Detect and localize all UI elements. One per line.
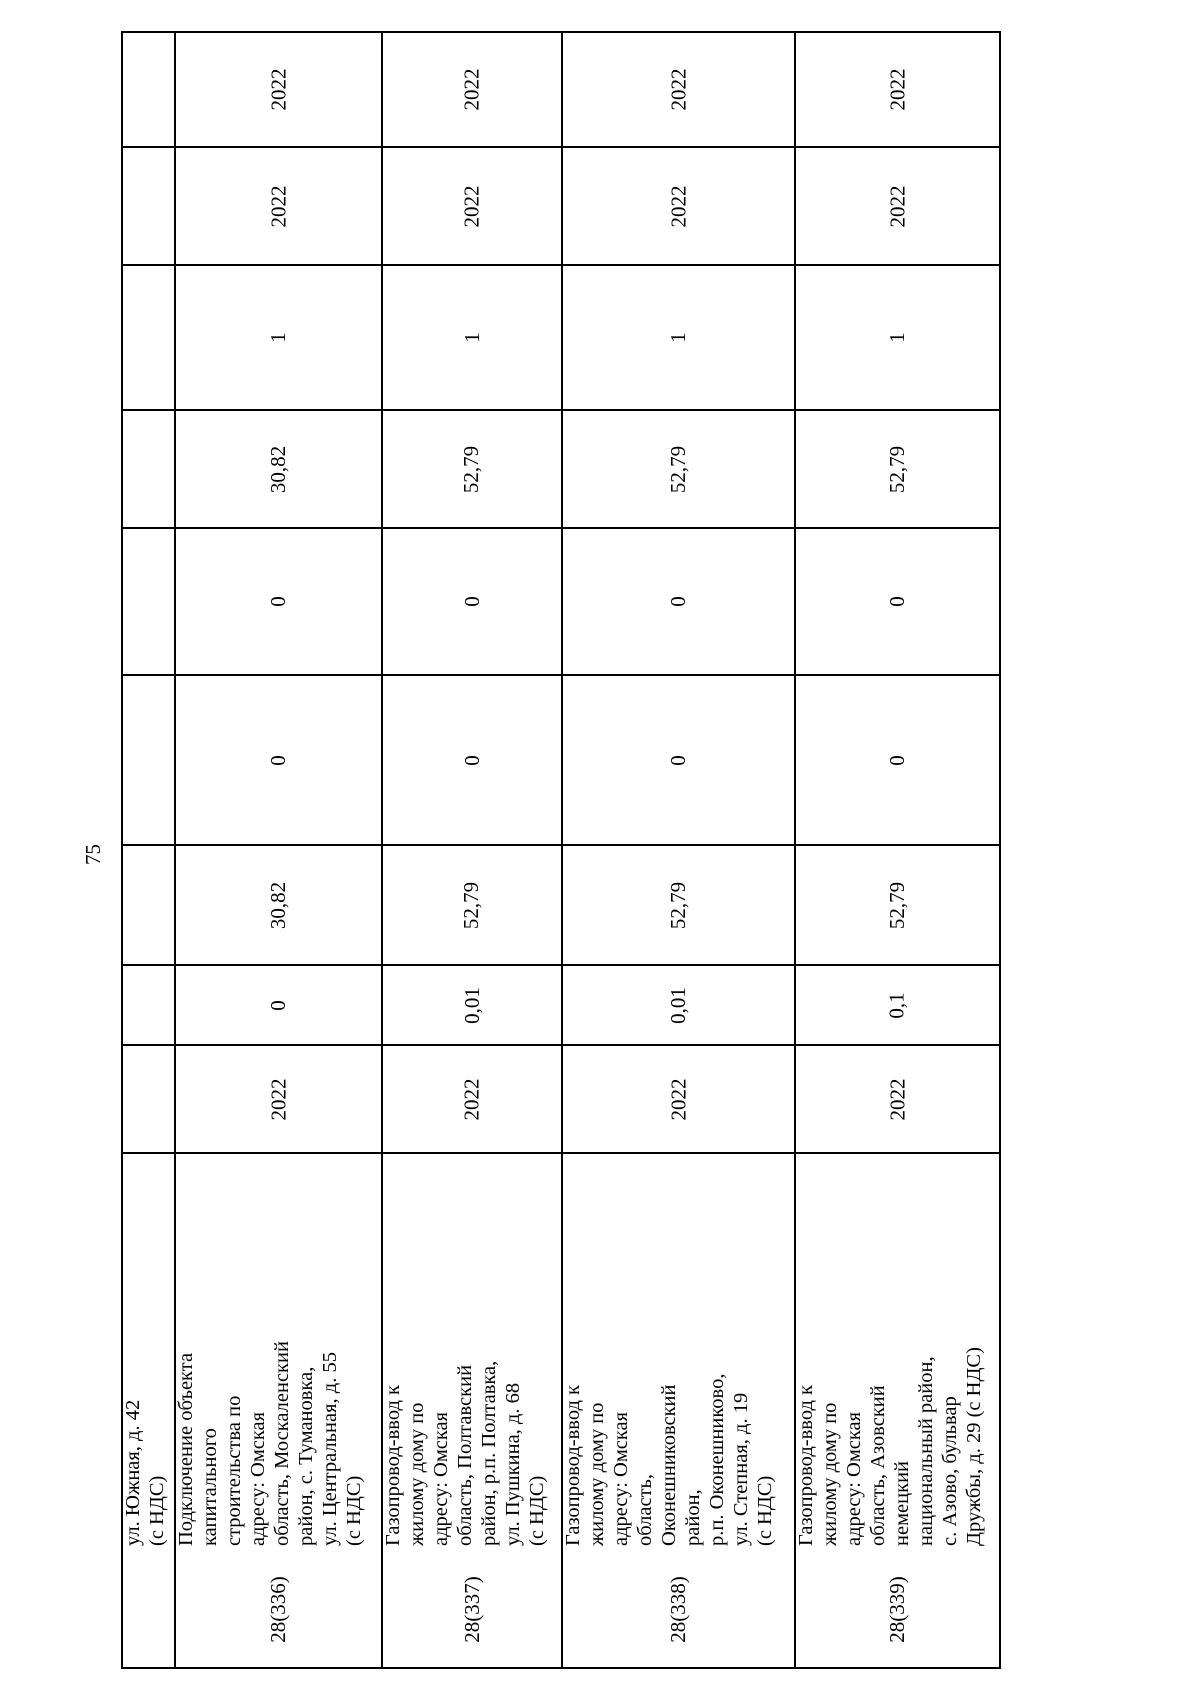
table-cell-text: 52,79	[459, 445, 484, 493]
table-cell-text: 1	[666, 332, 690, 343]
table-cell	[795, 965, 1000, 1045]
table-cell	[795, 32, 1000, 147]
table-cell-text: 0,01	[666, 986, 690, 1024]
table-cell-text: 1	[266, 332, 290, 343]
row-number-text: 28(337)	[459, 1575, 484, 1643]
table-cell	[382, 32, 562, 147]
address-continuation	[122, 1153, 175, 1550]
table-cell	[795, 1045, 1000, 1153]
table-cell-text: 1	[885, 332, 909, 343]
table-cell	[562, 147, 795, 265]
table-cell-text: 2022	[459, 1078, 484, 1120]
table-cell-text: 2022	[266, 185, 290, 227]
row-number	[382, 1550, 562, 1668]
row-number	[175, 1550, 382, 1668]
table-cell	[175, 147, 382, 265]
table-cell	[382, 845, 562, 965]
table-cell	[382, 410, 562, 528]
table-cell-text: 0	[266, 596, 290, 607]
table-cell-text: 0	[459, 754, 484, 766]
table-cell-text: 2022	[666, 1078, 690, 1120]
table-cell-text: 52,79	[885, 881, 909, 929]
table-cell	[795, 675, 1000, 845]
table-cell-text: 0	[885, 754, 909, 766]
table-cell	[795, 410, 1000, 528]
table-cell	[382, 675, 562, 845]
row-number-text: 28(339)	[885, 1575, 909, 1643]
table-cell	[562, 410, 795, 528]
table-cell-text: 52,79	[666, 881, 690, 929]
table-cell	[175, 265, 382, 410]
table-cell	[175, 410, 382, 528]
table-cell	[562, 265, 795, 410]
address-continuation-text: ул. Южная, д. 42 (с НДС)	[122, 1399, 168, 1546]
table-cell	[382, 265, 562, 410]
table-cell	[562, 845, 795, 965]
table-cell-text: 2022	[885, 185, 909, 227]
table-cell-text: 30,82	[266, 881, 290, 929]
table-cell	[562, 528, 795, 675]
row-number	[795, 1550, 1000, 1668]
table-cell	[562, 32, 795, 147]
table-cell	[562, 675, 795, 845]
table-cell	[382, 528, 562, 675]
table-cell-text: 52,79	[666, 445, 690, 493]
address-cell	[795, 1153, 1000, 1550]
address-cell	[382, 1153, 562, 1550]
table-cell-text: 2022	[266, 68, 290, 111]
table-cell-text: 2022	[885, 68, 909, 111]
table-cell	[175, 1045, 382, 1153]
table-cell	[382, 1045, 562, 1153]
table-cell	[562, 965, 795, 1045]
table-cell	[175, 528, 382, 675]
page-number	[78, 834, 108, 874]
table-cell	[795, 845, 1000, 965]
table-cell	[795, 528, 1000, 675]
table-cell-text: 2022	[666, 185, 690, 227]
table-cell-text: 0	[885, 596, 909, 607]
address-cell-text: Газопровод-ввод к жилому дому по адресу: Омская область, Азовский немецкий национальный район, с. Азово, бульвар Дружбы, д. 29 (с НДС)	[795, 1347, 985, 1546]
table-cell	[175, 675, 382, 845]
row-number-text: 28(338)	[666, 1575, 690, 1643]
table-cell-text: 1	[459, 332, 484, 343]
row-number-text: 28(336)	[266, 1575, 290, 1643]
table-cell-text: 0	[266, 754, 290, 766]
row-number	[562, 1550, 795, 1668]
table-cell	[175, 965, 382, 1045]
address-cell	[175, 1153, 382, 1550]
table-cell-text: 52,79	[459, 881, 484, 929]
table-cell	[175, 32, 382, 147]
table-cell-text: 0,01	[459, 986, 484, 1024]
table-cell	[175, 845, 382, 965]
table-cell	[795, 265, 1000, 410]
table-cell	[382, 965, 562, 1045]
address-cell-text: Газопровод-ввод к жилому дому по адресу: Омская область, Полтавский район, р.п. Полтавка, ул. Пушкина, д. 68 (с НДС)	[382, 1360, 548, 1546]
table-cell-text: 0	[266, 999, 290, 1011]
table-cell-text: 0	[459, 596, 484, 607]
table-cell-text: 52,79	[885, 445, 909, 493]
table-cell-text: 0,1	[885, 991, 909, 1019]
table-cell-text: 2022	[885, 1078, 909, 1120]
table-cell-text: 0	[666, 596, 690, 607]
address-cell-text: Газопровод-ввод к жилому дому по адресу: Омская область, Оконешниковский район, р.п. Оконешниково, ул. Степная, д. 19 (с НДС)	[562, 1373, 776, 1546]
page-number-text: 75	[80, 843, 105, 865]
table-cell-text: 2022	[459, 185, 484, 227]
table-cell-text: 2022	[459, 68, 484, 111]
address-cell-text: Подключение объекта капитального строительства по адресу: Омская область, Москаленский район, с. Тумановка, ул. Центральная, д. 55 (с НДС)	[175, 1341, 365, 1546]
table-cell	[795, 147, 1000, 265]
table-cell-text: 0	[666, 754, 690, 766]
table-cell	[562, 1045, 795, 1153]
table-cell-text: 2022	[266, 1078, 290, 1120]
table-cell-text: 30,82	[266, 445, 290, 493]
table-cell	[382, 147, 562, 265]
table-cell-text: 2022	[666, 68, 690, 111]
address-cell	[562, 1153, 795, 1550]
